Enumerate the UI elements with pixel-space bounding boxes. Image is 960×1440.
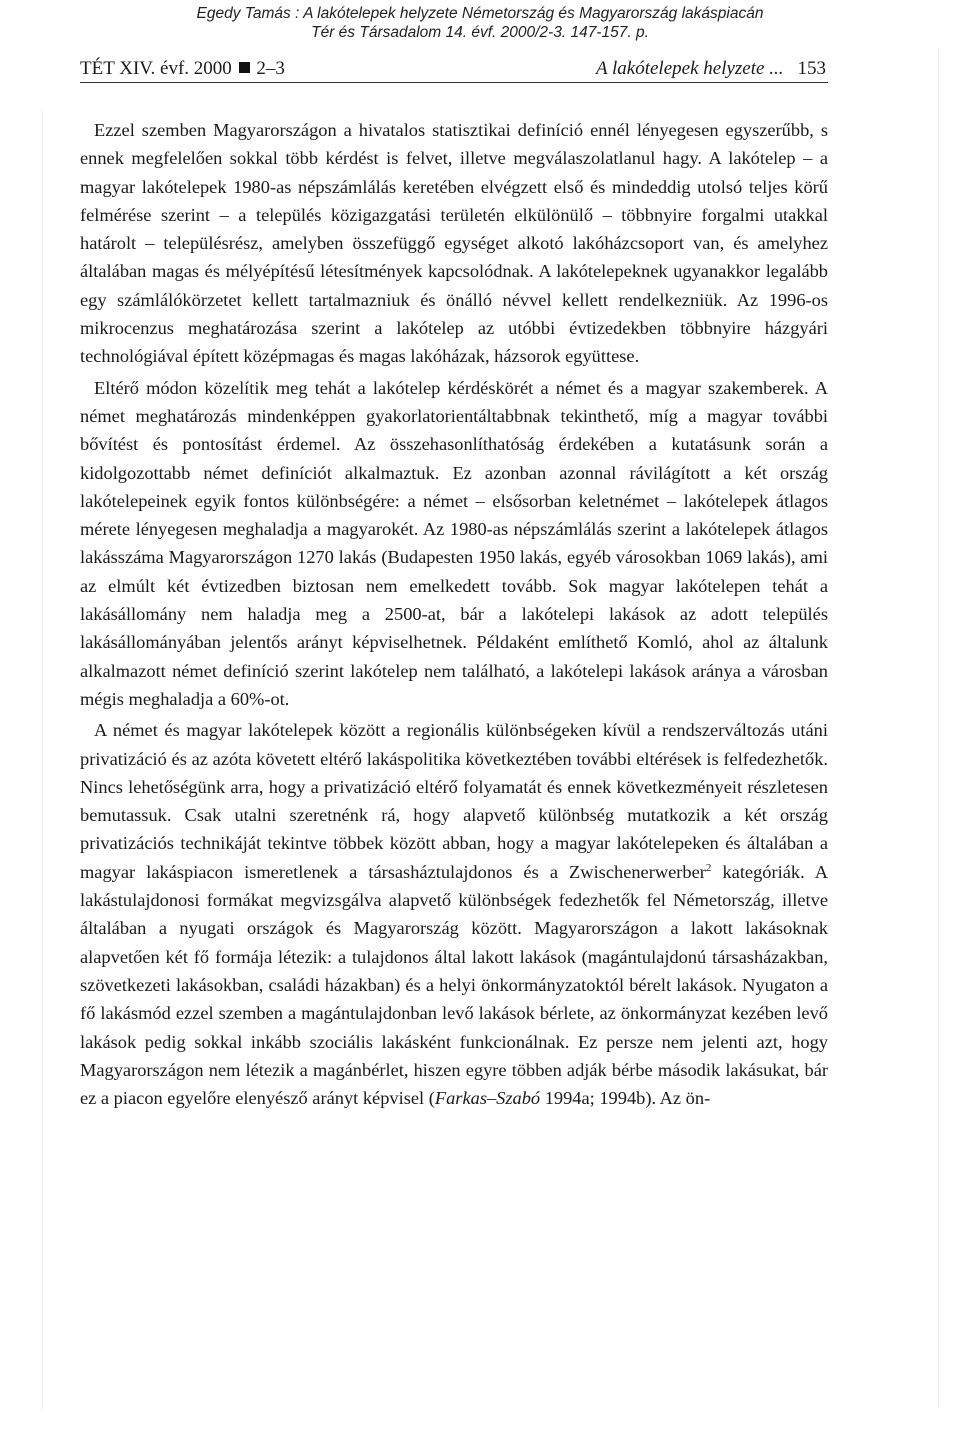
paragraph-3 — [80, 716, 828, 1112]
journal-volume: TÉT XIV. évf. 2000 — [80, 58, 232, 79]
paragraph-1: Ezzel szemben Magyarországon a hivatalos statisztikai definíció ennél lényegesen egyszerűbb, s ennek megfelelően sokkal több kérdést is felvet, illetve megválaszolatlanul hagy. A lakótelep – a magyar lakótelepek 1980-as népszámlálás keretében elvégzett első és mindeddig utolsó teljes körű felmérése szerint – a település közigazgatási területén elkülönülő – többnyire forgalmi utakkal határolt – településrész, amelyben összefüggő egységet alkotó lakóházcsoport van, és amelyhez általában magas és mélyépítésű létesítmények kapcsolódnak. A lakótelepeknek ugyanakkor legalább egy számlálókörzetet kellett tartalmazniuk és önálló névvel kellett rendelkezniük. Az 1996-os mikrocenzus meghatározása szerint a lakótelep az utóbbi évtizedekben többnyire házgyári technológiával épített középmagas és magas lakóházak, házsorok együttese. — [80, 120, 828, 367]
running-header — [80, 56, 828, 83]
square-separator-icon — [239, 62, 250, 73]
paragraph-3-text-b: kategóriák. A lakástulajdonosi formákat megvizsgálva alapvető különbségek fedezhetők fel Németország, illetve általában a nyugati országok és Magyarország között. Magyarországon a lakott lakásoknak alapvetően két fő formája létezik: a tulajdonos által lakott lakások (magántulajdonú társasházakban, szövetkezeti lakásokban, családi házakban) és a helyi önkormányzatoktól bérelt lakások. Nyugaton a fő lakásmód ezzel szemben a magántulajdonban levő lakások bérlete, az önkormányzat kezében levő lakások pedig sokkal inkább szociális lakásként funkcionálnak. Ez persze nem jelenti azt, hogy Magyarországon nem létezik a magánbérlet, hiszen egyre többen adják bérbe második lakásukat, bár ez a piacon egyelőre elenyésző arányt képvisel ( — [80, 861, 829, 1109]
footnote-mark: 2 — [705, 861, 712, 874]
journal-issue: 2–3 — [256, 58, 285, 79]
paragraph-3-text-a: A német és magyar lakótelepek között a regionális különbségeken kívül a rendszerváltozás utáni privatizáció és az azóta követett eltérő lakáspolitika következtében további eltérések is felfedezhetők. Nincs lehetőségünk arra, hogy a privatizáció eltérő folyamatát és ennek következményeit részletesen bemutassuk. Csak utalni szeretnénk rá, hogy alapvető különbség mutatkozik a két ország privatizációs technikáját tekintve többek között abban, hogy a magyar lakótelepeken és általában a magyar lakáspiacon ismeretlenek a társasháztulajdonos és a Zwischenerwerber — [80, 720, 828, 882]
citation-author: Farkas–Szabó — [434, 1088, 541, 1109]
article-body — [80, 116, 828, 1112]
running-title: A lakótelepek helyzete ... — [596, 58, 784, 79]
paragraph-3-text-c: 1994a; 1994b). Az ön- — [540, 1088, 711, 1109]
page-number: 153 — [797, 58, 826, 79]
citation-line-2: Tér és Társadalom 14. évf. 2000/2-3. 147-157. p. — [311, 24, 649, 41]
scan-edge-right — [938, 48, 939, 1408]
citation-header — [0, 4, 960, 42]
journal-info — [80, 56, 285, 82]
scan-edge-left — [42, 110, 43, 1410]
citation-line-1: Egedy Tamás : A lakótelepek helyzete Németország és Magyarország lakáspiacán — [196, 5, 764, 22]
paragraph-2: Eltérő módon közelítik meg tehát a lakótelep kérdéskörét a német és a magyar szakemberek. A német meghatározás mindenképpen gyakorlatorientáltabbnak tekinthető, míg a magyar további bővítést és pontosítást érdemel. Az összehasonlíthatóság érdekében a kutatásunk során a kidolgozottabb német definíciót alkalmaztuk. Ez azonban azonnal rávilágított a két ország lakótelepeinek egyik fontos különbségére: a német – elsősorban keletnémet – lakótelepek átlagos mérete lényegesen meghaladja a magyarokét. Az 1980-as népszámlálás szerint a lakótelepek átlagos lakásszáma Magyarországon 1270 lakás (Budapesten 1950 lakás, egyéb városokban 1069 lakás), ami az elmúlt két évtizedben biztosan nem emelkedett tovább. Sok magyar lakótelepen tehát a lakásállomány nem haladja meg a 2500-at, bár a lakótelepi lakások az adott település lakásállományában jelentős arányt képviselhetnek. Példaként említhető Komló, ahol az általunk alkalmazott német definíció szerint lakótelep nem található, a lakótelepi lakások aránya a városban mégis meghaladja a 60%-ot. — [80, 377, 828, 709]
